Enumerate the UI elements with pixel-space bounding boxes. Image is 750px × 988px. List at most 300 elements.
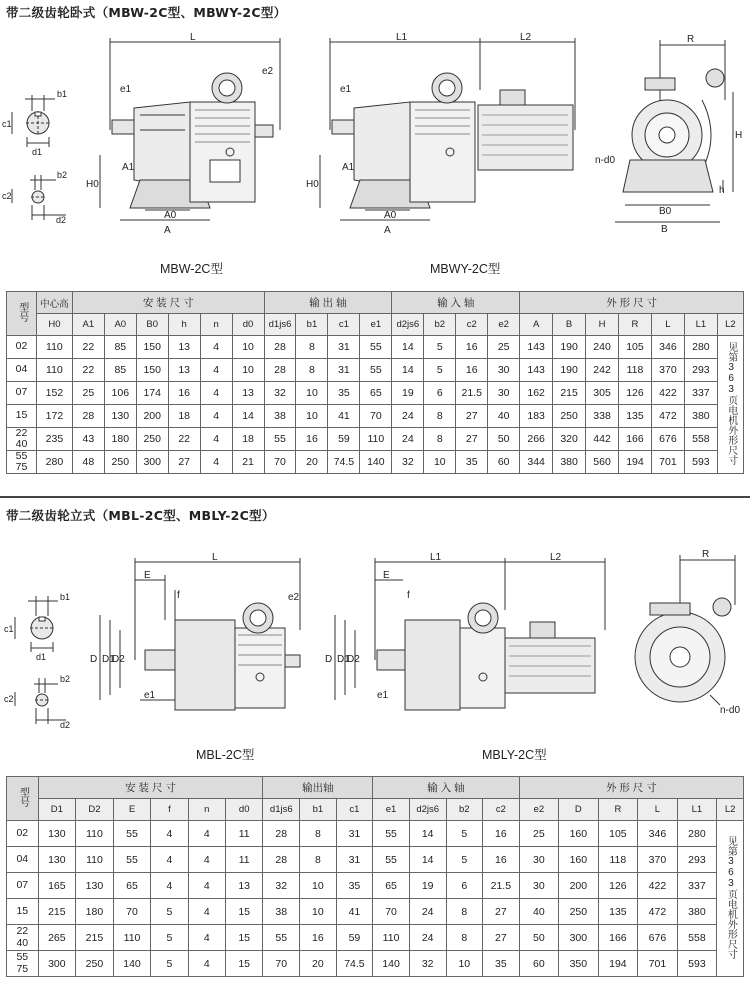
value-cell: 701: [638, 951, 678, 977]
spec-table-1: [6, 291, 744, 474]
value-cell: 4: [200, 359, 232, 382]
value-cell: 172: [36, 405, 72, 428]
table1-column-header: b2: [424, 314, 456, 336]
value-cell: 16: [483, 847, 520, 873]
model-cell: [7, 951, 39, 977]
model-code: 02: [15, 340, 28, 353]
value-cell: 4: [188, 847, 225, 873]
model-code: 02: [16, 826, 29, 839]
label-a1: A1: [122, 162, 135, 173]
shaft-detail-diagram-1: [0, 85, 80, 230]
model-cell: [7, 405, 37, 428]
value-cell: 162: [520, 382, 553, 405]
value-cell: 22: [168, 428, 200, 451]
value-cell: 15: [225, 899, 262, 925]
value-cell: 118: [619, 359, 652, 382]
value-cell: 140: [360, 451, 392, 474]
label-d: D: [90, 654, 98, 665]
table1-column-header: A1: [72, 314, 104, 336]
section1-title: 带二级齿轮卧式（MBW-2C型、MBWY-2C型）: [6, 5, 287, 20]
value-cell: 337: [684, 382, 717, 405]
label-c1-2: c1: [4, 624, 14, 634]
label-e1: e1: [120, 84, 132, 95]
value-cell: 293: [684, 359, 717, 382]
value-cell: 126: [598, 873, 638, 899]
value-cell: 250: [553, 405, 586, 428]
table2-column-header: d1js6: [263, 799, 300, 821]
value-cell: 19: [392, 382, 424, 405]
value-cell: 215: [76, 925, 114, 951]
table1-row: [7, 428, 744, 451]
label-e2: e2: [262, 66, 274, 77]
value-cell: 16: [168, 382, 200, 405]
value-cell: 235: [36, 428, 72, 451]
section2-title: 带二级齿轮立式（MBL-2C型、MBLY-2C型）: [6, 508, 275, 523]
value-cell: 14: [392, 359, 424, 382]
value-cell: 27: [483, 899, 520, 925]
value-cell: 4: [151, 873, 188, 899]
value-cell: 250: [76, 951, 114, 977]
value-cell: 194: [598, 951, 638, 977]
value-cell: 21.5: [483, 873, 520, 899]
model-code: 04: [15, 363, 28, 376]
table2-column-header: b1: [300, 799, 336, 821]
value-cell: 30: [488, 382, 520, 405]
value-cell: 4: [200, 451, 232, 474]
label-d-y: D: [325, 654, 333, 665]
value-cell: 31: [328, 336, 360, 359]
value-cell: 305: [586, 382, 619, 405]
model-code: 40: [15, 438, 28, 451]
label-e1-y2: e1: [377, 690, 389, 701]
value-cell: 31: [336, 847, 373, 873]
label-a0: A0: [164, 210, 177, 221]
table2-column-header: c1: [336, 799, 373, 821]
value-cell: 5: [424, 359, 456, 382]
value-cell: 140: [373, 951, 410, 977]
value-cell: 55: [113, 821, 151, 847]
value-cell: 190: [553, 336, 586, 359]
value-cell: 110: [373, 925, 410, 951]
value-cell: 24: [409, 899, 446, 925]
value-cell: 14: [232, 405, 264, 428]
value-cell: 6: [446, 873, 482, 899]
value-cell: 11: [225, 821, 262, 847]
value-cell: 280: [684, 336, 717, 359]
label-e1-2: e1: [144, 690, 156, 701]
value-cell: 27: [456, 405, 488, 428]
value-cell: 4: [188, 821, 225, 847]
mbw-2c-drawing: [80, 30, 290, 245]
value-cell: 28: [72, 405, 104, 428]
label-d2: d2: [56, 215, 67, 225]
value-cell: 10: [300, 899, 336, 925]
value-cell: 320: [553, 428, 586, 451]
value-cell: 24: [409, 925, 446, 951]
value-cell: 250: [136, 428, 168, 451]
value-cell: 4: [188, 951, 225, 977]
table1-group-header: 外 形 尺 寸: [520, 292, 744, 314]
table2-group-header: 输出轴: [263, 777, 373, 799]
value-cell: 472: [638, 899, 678, 925]
value-cell: 21: [232, 451, 264, 474]
side-view-drawing-2: [620, 545, 750, 725]
label-b1-2: b1: [60, 592, 71, 602]
table1-model-header: 型号: [7, 292, 37, 336]
label-l1-2: L1: [430, 552, 442, 563]
model-code: 55: [15, 450, 28, 463]
value-cell: 28: [264, 336, 296, 359]
value-cell: 350: [559, 951, 599, 977]
value-cell: 110: [113, 925, 151, 951]
table2-column-header: E: [113, 799, 151, 821]
value-cell: 18: [232, 428, 264, 451]
value-cell: 13: [168, 359, 200, 382]
value-cell: 183: [520, 405, 553, 428]
model-cell: [7, 873, 39, 899]
label-l-2: L: [212, 552, 218, 563]
value-cell: 13: [225, 873, 262, 899]
value-cell: 150: [136, 336, 168, 359]
model-cell: [7, 925, 39, 951]
label-c2-2: c2: [4, 694, 14, 704]
value-cell: 10: [296, 382, 328, 405]
value-cell: 50: [519, 925, 558, 951]
value-cell: 30: [519, 847, 558, 873]
mbly-2c-drawing: [315, 550, 615, 740]
value-cell: 370: [651, 359, 684, 382]
model-cell: [7, 359, 37, 382]
label-b1: b1: [57, 89, 68, 99]
value-cell: 48: [72, 451, 104, 474]
table1-column-header: B0: [136, 314, 168, 336]
value-cell: 166: [619, 428, 652, 451]
value-cell: 55: [263, 925, 300, 951]
value-cell: 346: [638, 821, 678, 847]
model-code: 15: [16, 904, 29, 917]
value-cell: 31: [336, 821, 373, 847]
value-cell: 14: [409, 847, 446, 873]
value-cell: 41: [328, 405, 360, 428]
value-cell: 422: [638, 873, 678, 899]
table2-group-header: 输 入 轴: [373, 777, 519, 799]
value-cell: 280: [677, 821, 717, 847]
label-a-y: A: [384, 225, 391, 236]
label-d1-y: D1: [337, 654, 350, 665]
table2-column-header: L2: [717, 799, 744, 821]
motor-note: 见第363页电机外形尺寸: [717, 821, 744, 977]
value-cell: 55: [360, 359, 392, 382]
model-code: 40: [16, 936, 29, 949]
value-cell: 165: [38, 873, 76, 899]
value-cell: 10: [446, 951, 482, 977]
value-cell: 143: [520, 336, 553, 359]
value-cell: 40: [519, 899, 558, 925]
table2-row: [7, 899, 744, 925]
value-cell: 240: [586, 336, 619, 359]
value-cell: 14: [392, 336, 424, 359]
model-code: 04: [16, 852, 29, 865]
value-cell: 74.5: [336, 951, 373, 977]
value-cell: 35: [456, 451, 488, 474]
model-cell: [7, 899, 39, 925]
value-cell: 70: [263, 951, 300, 977]
value-cell: 27: [456, 428, 488, 451]
table2-column-header: b2: [446, 799, 482, 821]
label-d2-2: d2: [60, 720, 71, 730]
value-cell: 250: [104, 451, 136, 474]
table1-row: [7, 359, 744, 382]
label-h-small: h: [719, 185, 725, 196]
value-cell: 15: [225, 951, 262, 977]
label-h0-y: H0: [306, 179, 319, 190]
table2-column-header: e1: [373, 799, 410, 821]
value-cell: 110: [36, 359, 72, 382]
mbwy-2c-drawing: [300, 30, 590, 245]
value-cell: 38: [263, 899, 300, 925]
value-cell: 380: [684, 405, 717, 428]
table1-column-header: h: [168, 314, 200, 336]
side-view-drawing-1: [595, 30, 745, 235]
value-cell: 242: [586, 359, 619, 382]
table2-column-header: D2: [76, 799, 114, 821]
table1-row: [7, 451, 744, 474]
value-cell: 380: [677, 899, 717, 925]
model-cell: [7, 847, 39, 873]
value-cell: 25: [488, 336, 520, 359]
value-cell: 701: [651, 451, 684, 474]
value-cell: 160: [559, 821, 599, 847]
value-cell: 560: [586, 451, 619, 474]
value-cell: 10: [232, 359, 264, 382]
value-cell: 160: [559, 847, 599, 873]
label-a1-y: A1: [342, 162, 355, 173]
value-cell: 110: [360, 428, 392, 451]
table1-row: [7, 382, 744, 405]
label-a0-y: A0: [384, 210, 397, 221]
value-cell: 4: [200, 405, 232, 428]
value-cell: 27: [168, 451, 200, 474]
table2-column-header: L: [638, 799, 678, 821]
value-cell: 74.5: [328, 451, 360, 474]
value-cell: 4: [151, 821, 188, 847]
value-cell: 4: [188, 925, 225, 951]
value-cell: 19: [409, 873, 446, 899]
value-cell: 50: [488, 428, 520, 451]
motor-note: 见第363页电机外形尺寸: [717, 336, 743, 474]
table1-column-header: A0: [104, 314, 136, 336]
value-cell: 150: [136, 359, 168, 382]
value-cell: 5: [446, 821, 482, 847]
value-cell: 180: [104, 428, 136, 451]
value-cell: 346: [651, 336, 684, 359]
value-cell: 8: [446, 925, 482, 951]
label-b2: b2: [57, 170, 68, 180]
label-c1: c1: [2, 119, 12, 129]
value-cell: 676: [651, 428, 684, 451]
table1-row: [7, 336, 744, 359]
table1-column-header: c2: [456, 314, 488, 336]
value-cell: 558: [677, 925, 717, 951]
label-d2-big: D2: [112, 654, 125, 665]
table2-row: [7, 873, 744, 899]
label-n-d0-2: n-d0: [720, 705, 741, 716]
value-cell: 4: [151, 847, 188, 873]
model-cell: [7, 336, 37, 359]
value-cell: 166: [598, 925, 638, 951]
mbl-2c-drawing: [80, 550, 310, 740]
table2-column-header: d0: [225, 799, 262, 821]
value-cell: 130: [76, 873, 114, 899]
table1-row: [7, 405, 744, 428]
value-cell: 110: [76, 847, 114, 873]
value-cell: 18: [168, 405, 200, 428]
value-cell: 65: [373, 873, 410, 899]
value-cell: 190: [553, 359, 586, 382]
label-e2-2: e2: [288, 592, 300, 603]
value-cell: 110: [36, 336, 72, 359]
value-cell: 4: [200, 336, 232, 359]
value-cell: 32: [409, 951, 446, 977]
table1-column-header: n: [200, 314, 232, 336]
value-cell: 16: [296, 428, 328, 451]
table1-group-header: 安 装 尺 寸: [72, 292, 264, 314]
value-cell: 8: [446, 899, 482, 925]
value-cell: 4: [188, 899, 225, 925]
table1-group-header: 中心高: [36, 292, 72, 314]
label-r: R: [687, 34, 695, 45]
value-cell: 676: [638, 925, 678, 951]
value-cell: 20: [296, 451, 328, 474]
spec-table-2: [6, 776, 744, 977]
value-cell: 13: [168, 336, 200, 359]
table2-group-header: 外 形 尺 寸: [519, 777, 743, 799]
model-code: 07: [15, 386, 28, 399]
value-cell: 25: [519, 821, 558, 847]
value-cell: 10: [232, 336, 264, 359]
value-cell: 174: [136, 382, 168, 405]
value-cell: 8: [300, 821, 336, 847]
table1-column-header: L2: [717, 314, 743, 336]
value-cell: 422: [651, 382, 684, 405]
value-cell: 8: [424, 428, 456, 451]
value-cell: 32: [264, 382, 296, 405]
value-cell: 130: [38, 821, 76, 847]
table1-column-header: B: [553, 314, 586, 336]
value-cell: 8: [424, 405, 456, 428]
value-cell: 344: [520, 451, 553, 474]
value-cell: 200: [559, 873, 599, 899]
value-cell: 6: [424, 382, 456, 405]
value-cell: 105: [598, 821, 638, 847]
table2-column-header: R: [598, 799, 638, 821]
table1-column-header: L1: [684, 314, 717, 336]
value-cell: 85: [104, 359, 136, 382]
model-code: 22: [15, 427, 28, 439]
model-code: 75: [15, 461, 28, 474]
label-r-2: R: [702, 549, 710, 560]
value-cell: 28: [264, 359, 296, 382]
table1-group-header: 输 出 轴: [264, 292, 392, 314]
model-code: 22: [16, 925, 29, 938]
value-cell: 28: [263, 821, 300, 847]
table1-column-header: e2: [488, 314, 520, 336]
value-cell: 10: [296, 405, 328, 428]
value-cell: 593: [684, 451, 717, 474]
value-cell: 265: [38, 925, 76, 951]
table1-column-header: L: [651, 314, 684, 336]
value-cell: 35: [483, 951, 520, 977]
value-cell: 24: [392, 428, 424, 451]
table2-column-header: c2: [483, 799, 520, 821]
value-cell: 280: [36, 451, 72, 474]
value-cell: 24: [392, 405, 424, 428]
label-h: H: [735, 130, 743, 141]
model-code: 55: [16, 951, 29, 964]
value-cell: 41: [336, 899, 373, 925]
value-cell: 70: [360, 405, 392, 428]
value-cell: 194: [619, 451, 652, 474]
value-cell: 118: [598, 847, 638, 873]
value-cell: 442: [586, 428, 619, 451]
value-cell: 105: [619, 336, 652, 359]
table1-column-header: d1js6: [264, 314, 296, 336]
table1-group-header: 输 入 轴: [392, 292, 520, 314]
value-cell: 300: [136, 451, 168, 474]
value-cell: 370: [638, 847, 678, 873]
value-cell: 60: [488, 451, 520, 474]
table2-column-header: L1: [677, 799, 717, 821]
label-b2-2: b2: [60, 674, 71, 684]
value-cell: 16: [456, 336, 488, 359]
value-cell: 65: [113, 873, 151, 899]
value-cell: 215: [38, 899, 76, 925]
caption-mbwy-2c: MBWY-2C型: [430, 262, 501, 276]
value-cell: 14: [409, 821, 446, 847]
value-cell: 558: [684, 428, 717, 451]
value-cell: 28: [263, 847, 300, 873]
model-cell: [7, 451, 37, 474]
label-h0: H0: [86, 179, 99, 190]
model-code: 15: [15, 409, 28, 422]
value-cell: 8: [300, 847, 336, 873]
label-d2-y: D2: [347, 654, 360, 665]
value-cell: 22: [72, 336, 104, 359]
value-cell: 135: [598, 899, 638, 925]
label-e1-y: e1: [340, 84, 352, 95]
table1-group-row: [7, 292, 744, 314]
label-f-y: f: [407, 590, 410, 601]
table2-group-header: 安 装 尺 寸: [38, 777, 263, 799]
value-cell: 31: [328, 359, 360, 382]
table2-column-header: f: [151, 799, 188, 821]
table2-column-header: D: [559, 799, 599, 821]
value-cell: 4: [200, 428, 232, 451]
value-cell: 130: [38, 847, 76, 873]
table2-row: [7, 951, 744, 977]
value-cell: 55: [373, 821, 410, 847]
table2-column-header: d2js6: [409, 799, 446, 821]
value-cell: 55: [113, 847, 151, 873]
table1-column-header: A: [520, 314, 553, 336]
table2-column-header: e2: [519, 799, 558, 821]
label-l2-2: L2: [550, 552, 562, 563]
caption-mbl-2c: MBL-2C型: [196, 748, 255, 762]
value-cell: 10: [424, 451, 456, 474]
value-cell: 16: [456, 359, 488, 382]
label-d1-2: d1: [36, 652, 47, 662]
label-b: B: [661, 224, 668, 235]
